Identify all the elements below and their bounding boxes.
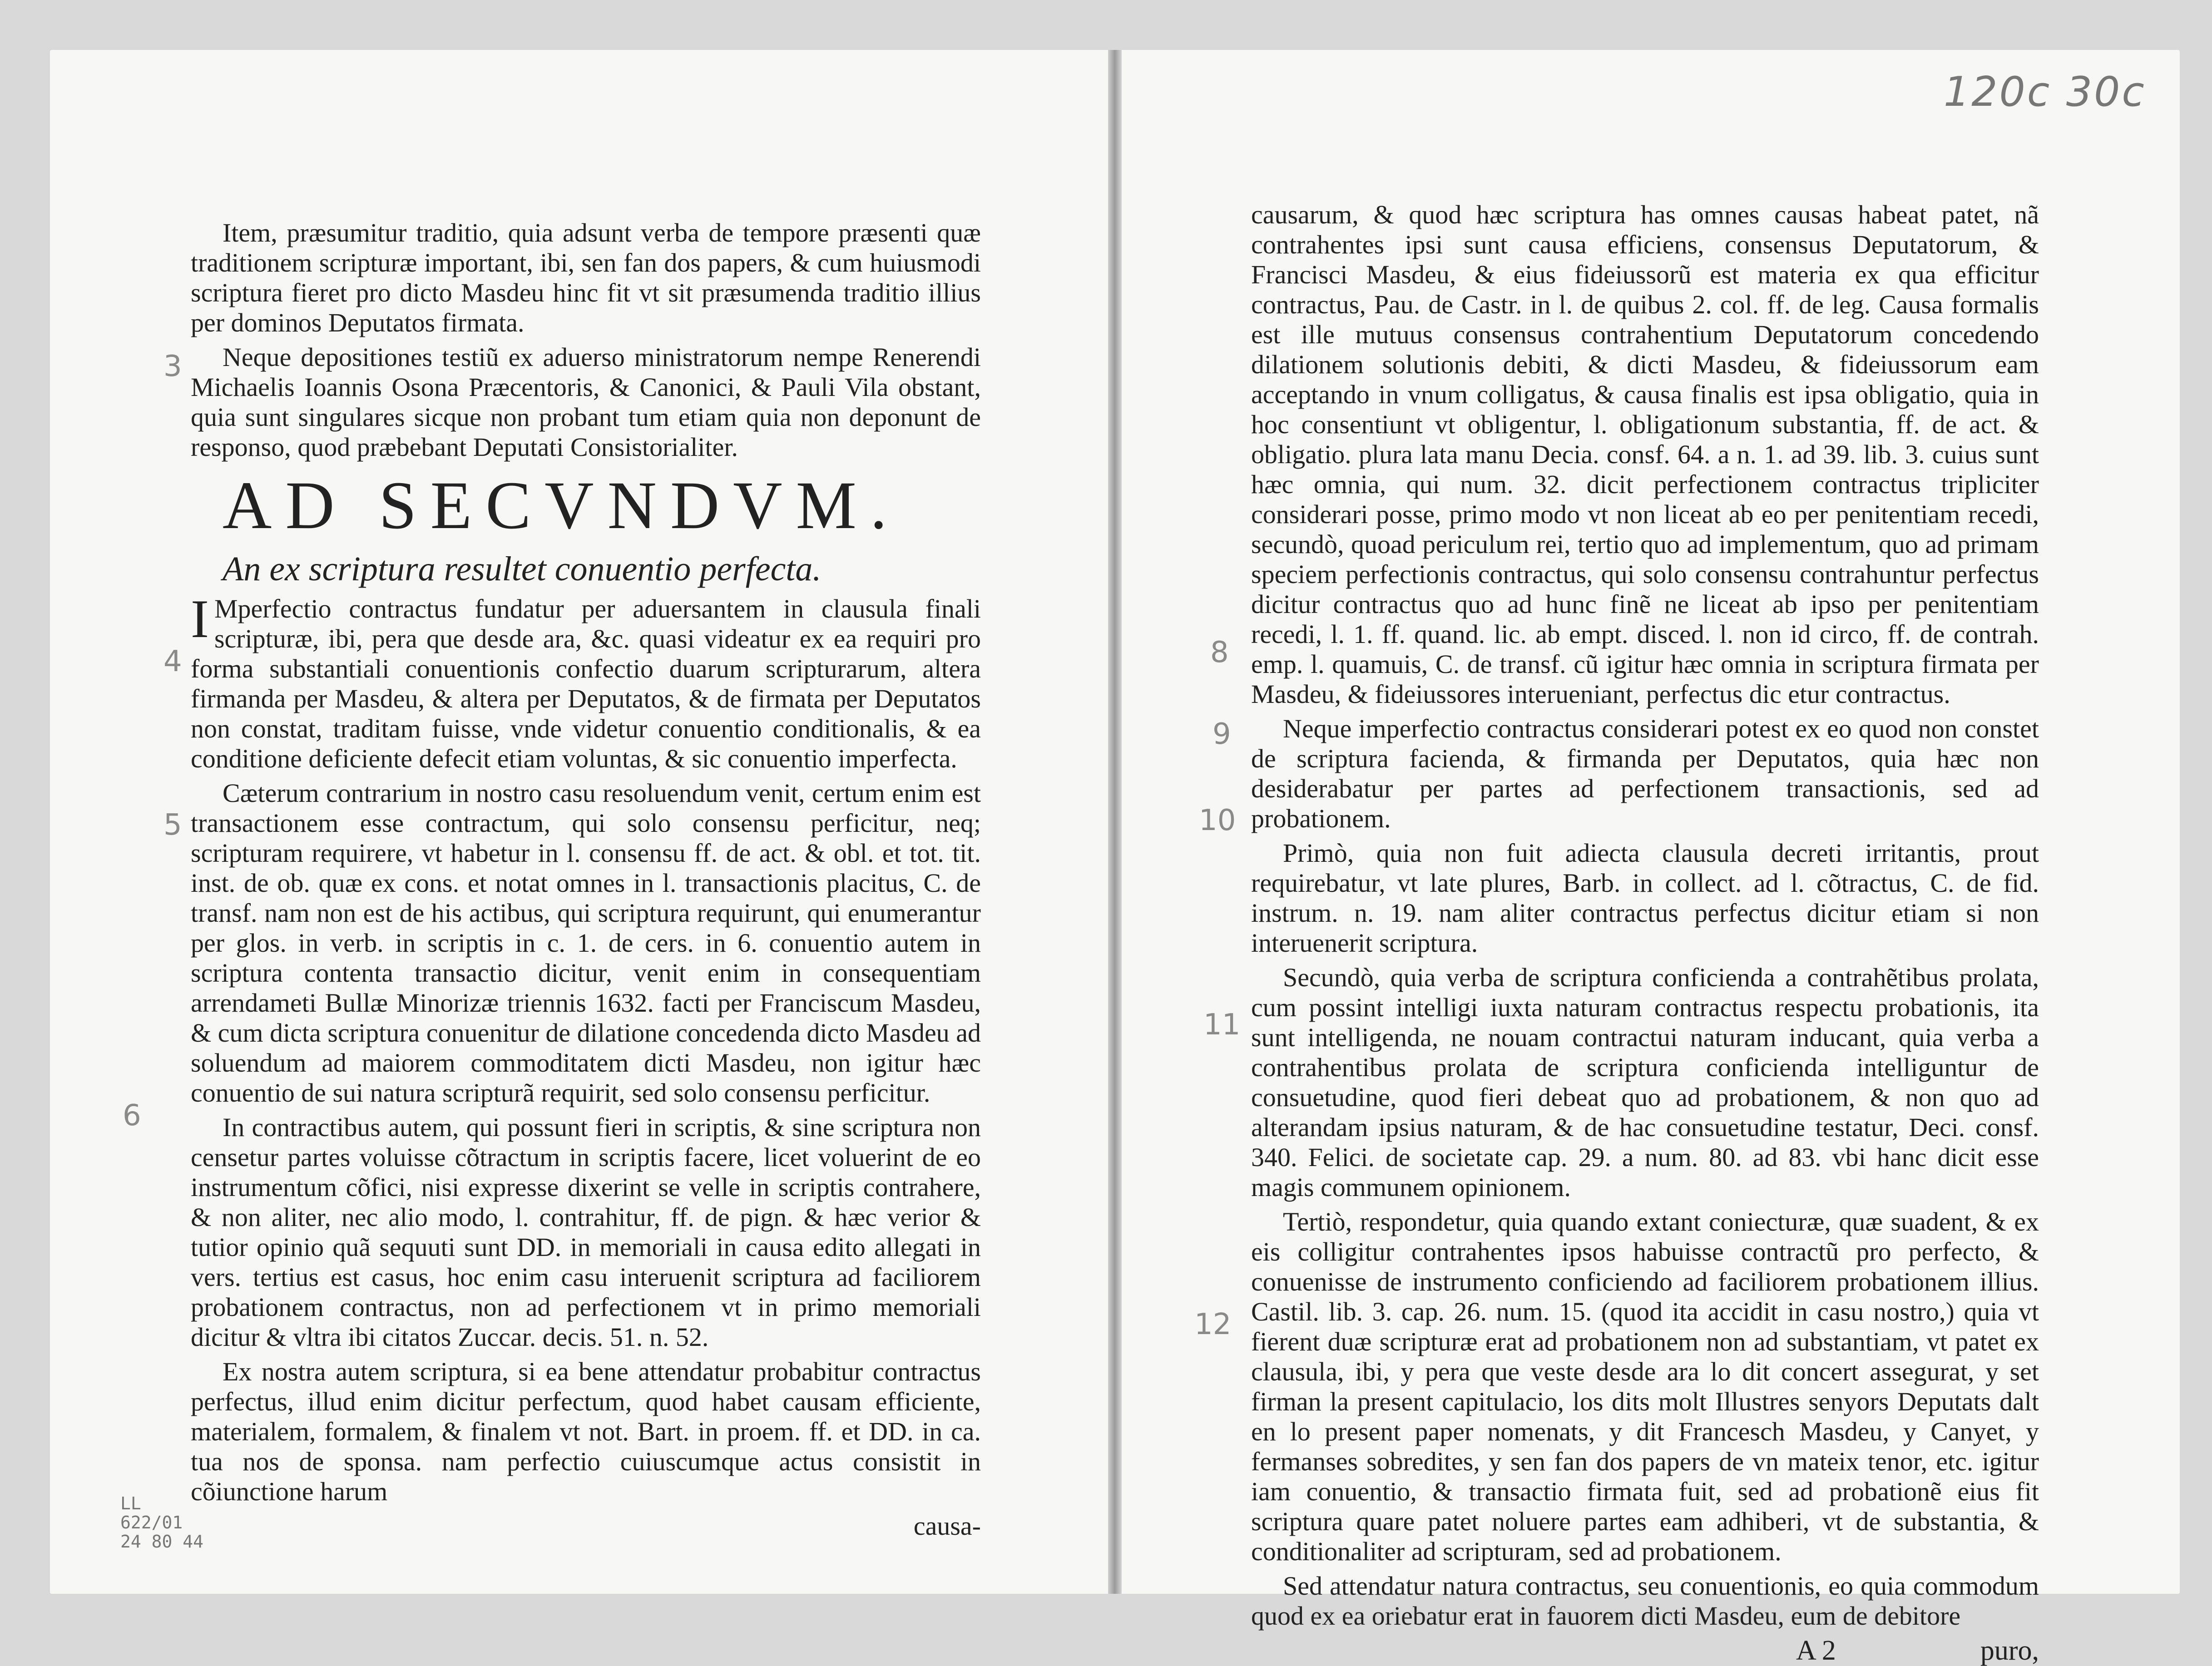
call-number-line: LL	[120, 1493, 141, 1513]
printer-signature: A 2	[1796, 1635, 1836, 1666]
margin-number: 8	[1210, 636, 1229, 669]
library-call-number	[120, 1494, 203, 1551]
paragraph: Primò, quia non fuit adiecta clausula decreti irritantis, prout requirebatur, vt late plures, Barb. in collect. ad l. cõtractus, C. de fid. instrum. n. 19. nam aliter contractus perfectus dicitur etiam si non interuenerit scriptura.	[1251, 838, 2039, 958]
call-number-line: 24 80 44	[120, 1532, 204, 1552]
paragraph: Ex nostra autem scriptura, si ea bene attendatur probabitur contractus perfectus, illud enim dicitur perfectum, quod habet causam efficiente, materialem, formalem, & finalem vt not. Bart. in proem. ff. et DD. in ca. tua nos de sponsa. nam perfectio cuiuscumque actus consistit in cõiunctione harum	[191, 1357, 981, 1506]
margin-number: 6	[123, 1099, 141, 1132]
section-heading: AD SECVNDVM.	[223, 468, 901, 543]
signature-line	[1251, 1636, 2039, 1666]
paragraph: Cæterum contrarium in nostro casu resoluendum venit, certum enim est transactionem esse contractum, qui solo consensu perficitur, neq; scripturam requirere, vt habetur in l. consensu ff. de act. & obl. et tot. tit. inst. de ob. quæ ex cons. et notat omnes in l. transactionis placitus, C. de transf. nam non est de his actibus, qui scriptura requirunt, qui enumerantur per glos. in verb. in scriptis in c. 1. de cers. in 6. conuentio autem in scriptura contenta transactio dicitur, venit enim in consequentiam arrendameti Bullæ Minorizæ triennis 1632. facti per Franciscum Masdeu, & cum dicta scriptura conuenitur de dilatione concedenda dicto Masdeu ad soluendum ad maiorem commoditatem dicti Masdeu, non igitur hæc conuentio de sui natura scripturã requirit, sed solo consensu perficitur.	[191, 778, 981, 1107]
margin-number: 11	[1203, 1008, 1241, 1042]
margin-number: 10	[1199, 804, 1236, 837]
call-number-line: 622/01	[120, 1513, 183, 1533]
margin-number: 4	[163, 645, 182, 678]
margin-number: 5	[163, 808, 182, 842]
margin-number: 12	[1194, 1308, 1232, 1341]
section-subheading: An ex scriptura resultet conuentio perfecta.	[223, 550, 821, 588]
paragraph: Item, præsumitur traditio, quia adsunt verba de tempore præsenti quæ traditionem scripturæ important, ibi, sen fan dos papers, & cum huiusmodi scriptura fieret pro dicto Masdeu hinc fit vt sit præsumenda traditio illius per dominos Deputatos firmata.	[191, 218, 981, 337]
paragraph: Tertiò, respondetur, quia quando extant coniecturæ, quæ suadent, & ex eis colligitur contrahentes ipsos habuisse contractũ pro perfecto, & conuenisse de instrumento conficiendo ad faciliorem probationem illius. Castil. lib. 3. cap. 26. num. 15. (quod ita accidit in casu nostro,) quia vt fierent duæ scripturæ erat ad probationem non ad substantiam, vt patet ex clausula, ibi, y pera que veste desde ara lo dit concert assegurat, y set firman la present capitulacio, los dits molt Illustres senyors Deputats dalt en lo present paper nomenats, y dit Francesch Masdeu, y Canyet, y fermanses sobredites, y sen fan dos papers de vn mateix tenor, etc. igitur iam conuentio, & transactio firmata fuit, sed ad probationẽ eius fit scriptura quare patet noluere partes eam adhiberi, vt de substantia, & conditionaliter ad scripturam, sed ad probationem.	[1251, 1207, 2039, 1566]
handwritten-shelfmark: 120c 30c	[1944, 68, 2146, 116]
paragraph: causarum, & quod hæc scriptura has omnes causas habeat patet, nã contrahentes ipsi sunt causa efficiens, consensus Deputatorum, & Francisci Masdeu, & eius fideiussorũ est materia ex qua efficitur contractus, Pau. de Castr. in l. de quibus 2. col. ff. de leg. Causa formalis est ille mutuus consensus contrahentium Deputatorum concedendo dilationem solutionis debiti, & dicti Masdeu, & fideiussorum eam acceptando in vnum colligatus, & causa finalis est ipsa obligatio, quia in hoc consentiunt vt obligentur, l. obligationum substantia, ff. de act. & obligatio. plura lata manu Decia. consf. 64. a n. 1. ad 39. lib. 3. cuius sunt hæc omnia, qui num. 32. dicit perfectionem contractus tripliciter considerari posse, primo modo vt non liceat ab eo per penitentiam recedi, secundò, quoad periculum rei, tertio quo ad implementum, quo ad primam speciem perfectionis contractus, qui solo consensu contrahuntur perfectus dicitur contractus quo ad hunc finẽ ne liceat ab ipso per penitentiam recedi, l. 1. ff. quand. lic. ab empt. disced. l. non id circo, ff. de contrah. emp. l. quamuis, C. de transf. cũ igitur hæc omnia in scriptura firmata per Masdeu, & fideiussores interueniant, perfectus dic etur contractus.	[1251, 200, 2039, 709]
book-gutter	[1108, 50, 1122, 1594]
paragraph: Secundò, quia verba de scriptura conficienda a contrahẽtibus prolata, cum possint intelligi iuxta naturam contractus respectu probationis, ita sunt intelligenda, ne nouam contractui naturam inducant, quia verba a contrahentibus prolata de scriptura conficienda intelliguntur de consuetudine, quod fieri debeat quo ad probationem, & non quo ad alterandam ipsius naturam, & de hac consuetudine testatur, Deci. consf. 340. Felici. de societate cap. 29. a num. 80. ad 83. vbi hanc dicit esse magis communem opinionem.	[1251, 963, 2039, 1202]
paragraph-with-dropcap	[191, 588, 981, 774]
paragraph: Neque depositiones testiũ ex aduerso ministratorum nempe Renerendi Michaelis Ioannis Osona Præcentoris, & Canonici, & Pauli Vila obstant, quia sunt singulares sicque non probant tum etiam quia non deponunt de responso, quod præbebant Deputati Consistorialiter.	[191, 342, 981, 462]
right-text-column	[1251, 200, 2039, 1666]
catchword: puro,	[1980, 1635, 2039, 1666]
paragraph: Sed attendatur natura contractus, seu conuentionis, eo quia commodum quod ex ea oriebatur erat in fauorem dicti Masdeu, eum de debitore	[1251, 1571, 2039, 1631]
drop-cap: I	[191, 588, 209, 649]
paragraph: Neque imperfectio contractus considerari potest ex eo quod non constet de scriptura facienda, & firmanda per Deputatos, quia hæc non desiderabatur per partes ad perfectionem transactionis, sed ad probationem.	[1251, 714, 2039, 833]
paragraph: In contractibus autem, qui possunt fieri in scriptis, & sine scriptura non censetur partes voluisse cõtractum in scriptis facere, licet voluerint de eo instrumentum cõfici, nisi expresse dixerint se velle in scriptis contrahere, & non aliter, nec alio modo, l. contrahitur, ff. de pign. & hæc verior & tutior opinio quã sequuti sunt DD. in memoriali in causa edito allegati in vers. tertius est casus, hoc enim casu interuenit scriptura ad faciliorem probationem contractus, non ad perfectionem vt in primo memoriali dicitur & vltra ibi citatos Zuccar. decis. 51. n. 52.	[191, 1112, 981, 1352]
margin-number: 3	[163, 350, 182, 383]
paragraph-text: Mperfectio contractus fundatur per aduersantem in clausula finali scripturæ, ibi, pera que desde ara, &c. quasi videatur ex ea requiri pro forma substantiali conuentionis confectio duarum scripturarum, altera firmanda per Masdeu, & altera per Deputatos, & de firmata per Deputatos non constat, traditam fuisse, vnde videtur conuentio conditionalis, & ea conditione deficiente defecit etiam voluntas, & sic conuentio imperfecta.	[191, 594, 981, 773]
left-text-column	[191, 218, 981, 1541]
margin-number: 9	[1212, 717, 1231, 751]
catchword: causa-	[913, 1511, 981, 1541]
